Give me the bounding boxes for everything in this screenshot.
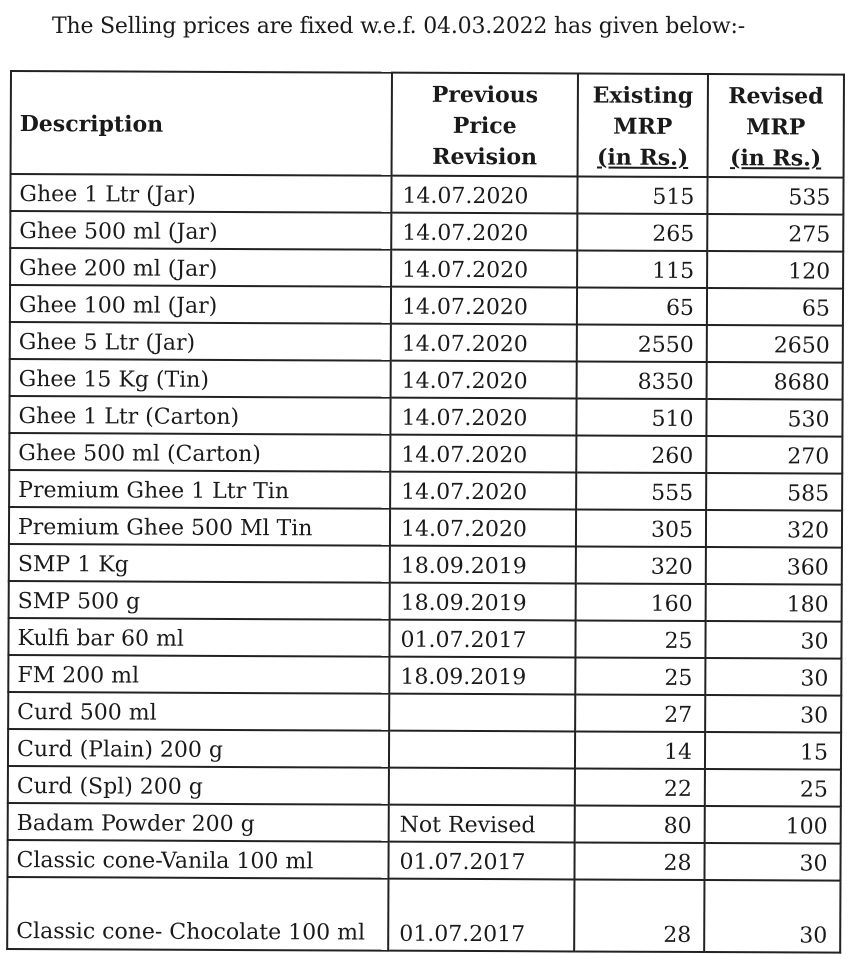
cell-previous-revision bbox=[389, 768, 575, 806]
cell-revised-mrp: 120 bbox=[707, 251, 843, 289]
header-previous-line-3: Revision bbox=[432, 143, 538, 171]
cell-previous-revision: Not Revised bbox=[389, 805, 575, 843]
cell-existing-mrp: 265 bbox=[577, 213, 707, 251]
intro-text: The Selling prices are fixed w.e.f. 04.03.2022 has given below:- bbox=[52, 14, 745, 39]
header-existing-line-1: Existing bbox=[592, 82, 694, 109]
cell-description: Premium Ghee 500 Ml Tin bbox=[9, 507, 390, 546]
cell-revised-mrp: 25 bbox=[705, 769, 841, 807]
cell-previous-revision bbox=[389, 731, 575, 769]
price-table-header bbox=[11, 71, 844, 178]
cell-previous-revision: 14.07.2020 bbox=[391, 287, 577, 325]
cell-previous-revision: 01.07.2017 bbox=[388, 879, 574, 952]
cell-existing-mrp: 555 bbox=[576, 472, 706, 510]
cell-description: Premium Ghee 1 Ltr Tin bbox=[9, 470, 390, 509]
cell-description: Ghee 100 ml (Jar) bbox=[10, 285, 391, 324]
cell-existing-mrp: 27 bbox=[575, 694, 705, 732]
header-revised-line-1: Revised bbox=[728, 83, 824, 110]
cell-description: Ghee 500 ml (Carton) bbox=[9, 433, 390, 472]
cell-description: FM 200 ml bbox=[8, 655, 389, 694]
cell-previous-revision: 18.09.2019 bbox=[390, 546, 576, 584]
cell-revised-mrp: 30 bbox=[704, 843, 840, 881]
header-previous-line-1: Previous bbox=[431, 81, 539, 109]
cell-previous-revision: 14.07.2020 bbox=[390, 509, 576, 547]
cell-previous-revision: 14.07.2020 bbox=[390, 398, 576, 436]
cell-previous-revision: 14.07.2020 bbox=[391, 361, 577, 399]
cell-existing-mrp: 160 bbox=[576, 583, 706, 621]
cell-description: Ghee 5 Ltr (Jar) bbox=[10, 322, 391, 361]
cell-existing-mrp: 80 bbox=[575, 805, 705, 843]
cell-revised-mrp: 530 bbox=[706, 399, 842, 437]
cell-existing-mrp: 320 bbox=[576, 546, 706, 584]
header-revised-line-3: (in Rs.) bbox=[729, 145, 822, 172]
table-row bbox=[9, 470, 842, 511]
price-table bbox=[6, 70, 845, 954]
cell-previous-revision bbox=[389, 694, 575, 732]
cell-description: Ghee 500 ml (Jar) bbox=[10, 211, 391, 250]
cell-description: Kulfi bar 60 ml bbox=[8, 618, 389, 657]
cell-description: Badam Powder 200 g bbox=[8, 803, 389, 842]
cell-existing-mrp: 14 bbox=[575, 731, 705, 769]
cell-revised-mrp: 535 bbox=[707, 177, 843, 215]
cell-revised-mrp: 65 bbox=[707, 288, 843, 326]
cell-revised-mrp: 30 bbox=[705, 695, 841, 733]
cell-existing-mrp: 28 bbox=[574, 879, 704, 952]
cell-revised-mrp: 180 bbox=[706, 584, 842, 622]
header-existing-mrp bbox=[578, 73, 708, 177]
cell-previous-revision: 14.07.2020 bbox=[391, 176, 577, 214]
table-row bbox=[8, 692, 841, 733]
table-row bbox=[9, 507, 842, 548]
cell-existing-mrp: 22 bbox=[575, 768, 705, 806]
cell-revised-mrp: 30 bbox=[705, 621, 841, 659]
table-row bbox=[10, 359, 843, 400]
header-revised-line-2: MRP bbox=[746, 114, 806, 141]
table-row bbox=[8, 729, 841, 770]
cell-existing-mrp: 28 bbox=[574, 842, 704, 880]
cell-revised-mrp: 100 bbox=[705, 806, 841, 844]
cell-existing-mrp: 65 bbox=[577, 287, 707, 325]
table-row bbox=[8, 655, 841, 696]
cell-revised-mrp: 8680 bbox=[707, 362, 843, 400]
table-row bbox=[8, 803, 841, 844]
cell-description: Classic cone-Vanila 100 ml bbox=[7, 840, 388, 879]
header-existing-line-2: MRP bbox=[613, 113, 673, 140]
cell-existing-mrp: 25 bbox=[575, 657, 705, 695]
table-row bbox=[9, 396, 842, 437]
cell-existing-mrp: 8350 bbox=[577, 361, 707, 399]
table-row bbox=[10, 174, 843, 215]
cell-previous-revision: 14.07.2020 bbox=[391, 213, 577, 251]
cell-previous-revision: 14.07.2020 bbox=[391, 324, 577, 362]
cell-previous-revision: 14.07.2020 bbox=[391, 250, 577, 288]
table-row bbox=[7, 877, 840, 953]
cell-description: Ghee 1 Ltr (Jar) bbox=[10, 174, 391, 213]
cell-revised-mrp: 30 bbox=[704, 880, 840, 953]
table-row bbox=[9, 544, 842, 585]
cell-existing-mrp: 260 bbox=[576, 435, 706, 473]
table-row bbox=[9, 581, 842, 622]
cell-revised-mrp: 275 bbox=[707, 214, 843, 252]
cell-revised-mrp: 30 bbox=[705, 658, 841, 696]
cell-description: SMP 1 Kg bbox=[9, 544, 390, 583]
header-previous-line-2: Price bbox=[452, 112, 517, 140]
cell-description: Classic cone- Chocolate 100 ml bbox=[7, 877, 388, 951]
cell-previous-revision: 14.07.2020 bbox=[390, 435, 576, 473]
cell-previous-revision: 01.07.2017 bbox=[388, 842, 574, 880]
header-revised-mrp bbox=[708, 74, 844, 178]
cell-revised-mrp: 320 bbox=[706, 510, 842, 548]
cell-revised-mrp: 360 bbox=[706, 547, 842, 585]
table-row bbox=[7, 840, 840, 881]
cell-previous-revision: 18.09.2019 bbox=[389, 657, 575, 695]
cell-description: SMP 500 g bbox=[9, 581, 390, 620]
cell-description: Curd (Spl) 200 g bbox=[8, 766, 389, 805]
cell-existing-mrp: 515 bbox=[577, 176, 707, 214]
table-row bbox=[8, 618, 841, 659]
cell-existing-mrp: 115 bbox=[577, 250, 707, 288]
cell-description: Ghee 15 Kg (Tin) bbox=[10, 359, 391, 398]
header-previous-price-revision bbox=[392, 73, 578, 177]
header-description: Description bbox=[11, 71, 392, 176]
table-row bbox=[8, 766, 841, 807]
price-table-body bbox=[7, 174, 843, 953]
cell-revised-mrp: 15 bbox=[705, 732, 841, 770]
header-row bbox=[11, 71, 844, 178]
cell-revised-mrp: 2650 bbox=[707, 325, 843, 363]
cell-existing-mrp: 25 bbox=[575, 620, 705, 658]
cell-previous-revision: 01.07.2017 bbox=[389, 620, 575, 658]
cell-previous-revision: 14.07.2020 bbox=[390, 472, 576, 510]
cell-description: Curd (Plain) 200 g bbox=[8, 729, 389, 768]
cell-existing-mrp: 2550 bbox=[577, 324, 707, 362]
table-row bbox=[10, 248, 843, 289]
table-row bbox=[10, 285, 843, 326]
table-row bbox=[10, 322, 843, 363]
cell-description: Ghee 200 ml (Jar) bbox=[10, 248, 391, 287]
header-existing-line-3: (in Rs.) bbox=[596, 144, 689, 171]
cell-description: Ghee 1 Ltr (Carton) bbox=[9, 396, 390, 435]
cell-existing-mrp: 510 bbox=[576, 398, 706, 436]
cell-previous-revision: 18.09.2019 bbox=[390, 583, 576, 621]
table-row bbox=[10, 211, 843, 252]
cell-revised-mrp: 270 bbox=[706, 436, 842, 474]
cell-description: Curd 500 ml bbox=[8, 692, 389, 731]
cell-existing-mrp: 305 bbox=[576, 509, 706, 547]
cell-revised-mrp: 585 bbox=[706, 473, 842, 511]
table-row bbox=[9, 433, 842, 474]
